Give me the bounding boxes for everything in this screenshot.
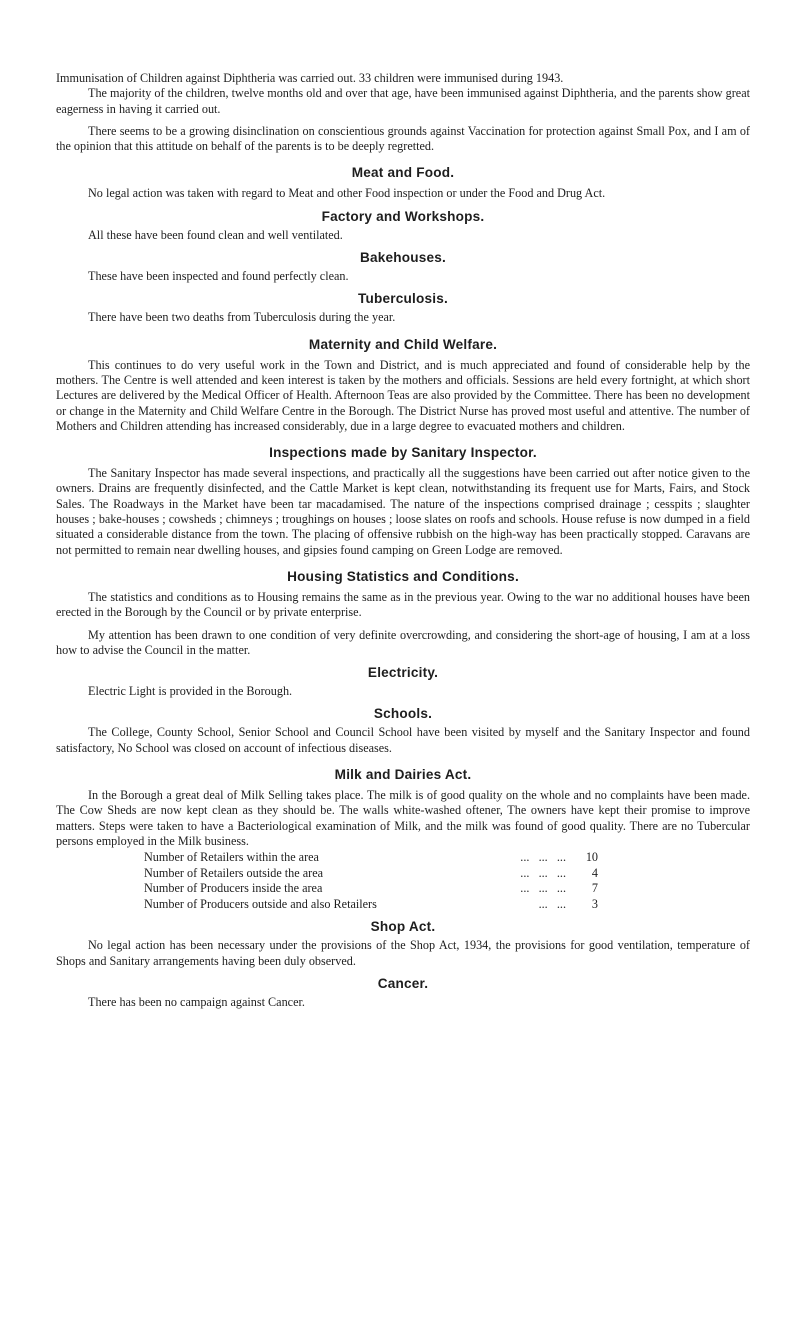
tuberculosis-heading: Tuberculosis. (358, 291, 448, 307)
bakehouses-heading: Bakehouses. (359, 250, 447, 266)
factory-text: All these have been found clean and well ventilated. (88, 227, 343, 242)
stat-value: 4 (591, 865, 598, 880)
electricity-heading: Electricity. (367, 665, 439, 681)
electricity-text: Electric Light is provided in the Borough. (88, 684, 293, 699)
table-row (144, 881, 598, 897)
schools-text: The College, County School, Senior School and Council School have been visited by myself and the Sanitary Inspector and found satisfactory, No School was closed on account of infectious diseases. (56, 725, 750, 755)
stat-value: 3 (591, 896, 598, 911)
tuberculosis-text: There have been two deaths from Tuberculosis during the year. (88, 310, 396, 325)
table-row (144, 850, 598, 866)
housing-heading: Housing Statistics and Conditions. (287, 568, 519, 584)
stat-label-text: Number of Producers outside and also Retailers (144, 896, 377, 911)
bakehouses-text: These have been inspected and found perfectly clean. (88, 269, 349, 284)
cancer-text: There has been no campaign against Cancer. (88, 994, 305, 1009)
stat-leader: ... ... (538, 896, 566, 911)
stat-value: 10 (585, 850, 598, 865)
housing-paragraph-2: My attention has been drawn to one condition of very definite overcrowding, and considering the short-age of housing, I am at a loss how to advise the Council in the matter. (56, 627, 750, 657)
schools-heading: Schools. (373, 706, 433, 722)
table-row (144, 866, 598, 882)
vaccination-paragraph: There seems to be a growing disinclination on conscientious grounds against Vaccination for protection against Small Pox, and I am of the opinion that this attitude on behalf of the parents is to be deeply regretted. (56, 123, 750, 154)
stat-leader: ... ... ... (520, 850, 566, 865)
shop-act-heading: Shop Act. (370, 919, 436, 935)
milk-text: In the Borough a great deal of Milk Selling takes place. The milk is of good quality on the whole and no complaints have been made. The Cow Sheds are now kept clean as they should be. The walls white-washed oftener, The owners have kept their promise to improve matters. Steps were taken to have a Bacteriological examination of Milk, and the milk was found of good quality. There are no Tubercular persons employed in the Milk business. (56, 788, 750, 848)
inspections-heading: Inspections made by Sanitary Inspector. (269, 445, 537, 461)
stat-leader: ... ... ... (520, 865, 566, 880)
stat-label (144, 897, 566, 913)
diphtheria-paragraph-2: The majority of the children, twelve months old and over that age, have been immunised against Diphtheria, and the parents show great eagerness in having it carried out. (56, 86, 750, 116)
table-row (144, 897, 598, 913)
stat-label (144, 850, 566, 866)
stat-label-text: Number of Retailers outside the area (144, 865, 324, 880)
maternity-heading: Maternity and Child Welfare. (308, 336, 498, 352)
stat-label (144, 881, 566, 897)
maternity-text: This continues to do very useful work in the Town and District, and is much appreciated and found of considerable help by the mothers. The Centre is well attended and keen interest is taken by the mothers and officials. Sessions are held every fortnight, at which short Lectures are delivered by the Medical Officer of Health. Afternoon Teas are also provided by the Committee. There has been no development or change in the Maternity and Child Welfare Centre in the Borough. The District Nurse has proved most useful and attentive. The number of Mothers and Children attending has increased considerably, due in a large degree to evacuated mothers and children. (56, 357, 750, 433)
inspections-text: The Sanitary Inspector has made several inspections, and practically all the suggestions have been carried out after notice given to the owners. Drains are frequently disinfected, and the Cattle Market is kept clean, notwithstanding its frequent use for Marts, Fairs, and Stock Sales. The Roadways in the Market have been tar macadamised. The nature of the inspections comprised drainage ; cesspits ; slaughter houses ; bake-houses ; cowsheds ; chimneys ; troughings on houses ; loose slates on roofs and schools. House refuse is now dumped in a field situated a considerable distance from the town. The placing of offensive rubbish on the high-way has been practically stopped. Caravans are not permitted to remain near dwelling houses, and gipsies found camping on Green Lodge are removed. (56, 466, 750, 557)
factory-heading: Factory and Workshops. (321, 208, 485, 224)
stat-label-text: Number of Retailers within the area (144, 850, 319, 865)
diphtheria-paragraph-1: Immunisation of Children against Diphtheria was carried out. 33 children were immunised during 1943. (56, 71, 564, 85)
meat-food-heading: Meat and Food. (351, 165, 455, 181)
stat-value: 7 (591, 881, 598, 896)
meat-food-text: No legal action was taken with regard to Meat and other Food inspection or under the Food and Drug Act. (88, 186, 606, 201)
stat-leader: ... ... ... (520, 881, 566, 896)
milk-statistics-table (144, 850, 598, 912)
stat-label-text: Number of Producers inside the area (144, 881, 323, 896)
shop-act-text: No legal action has been necessary under the provisions of the Shop Act, 1934, the provisions for good ventilation, temperature of Shops and Sanitary arrangements having been duly observed. (56, 938, 750, 968)
stat-label (144, 866, 566, 882)
milk-heading: Milk and Dairies Act. (334, 767, 472, 783)
housing-paragraph-1: The statistics and conditions as to Housing remains the same as in the previous year. Owing to the war no additional houses have been erected in the Borough by the Council or by private enterprise. (56, 589, 750, 620)
cancer-heading: Cancer. (377, 975, 429, 991)
